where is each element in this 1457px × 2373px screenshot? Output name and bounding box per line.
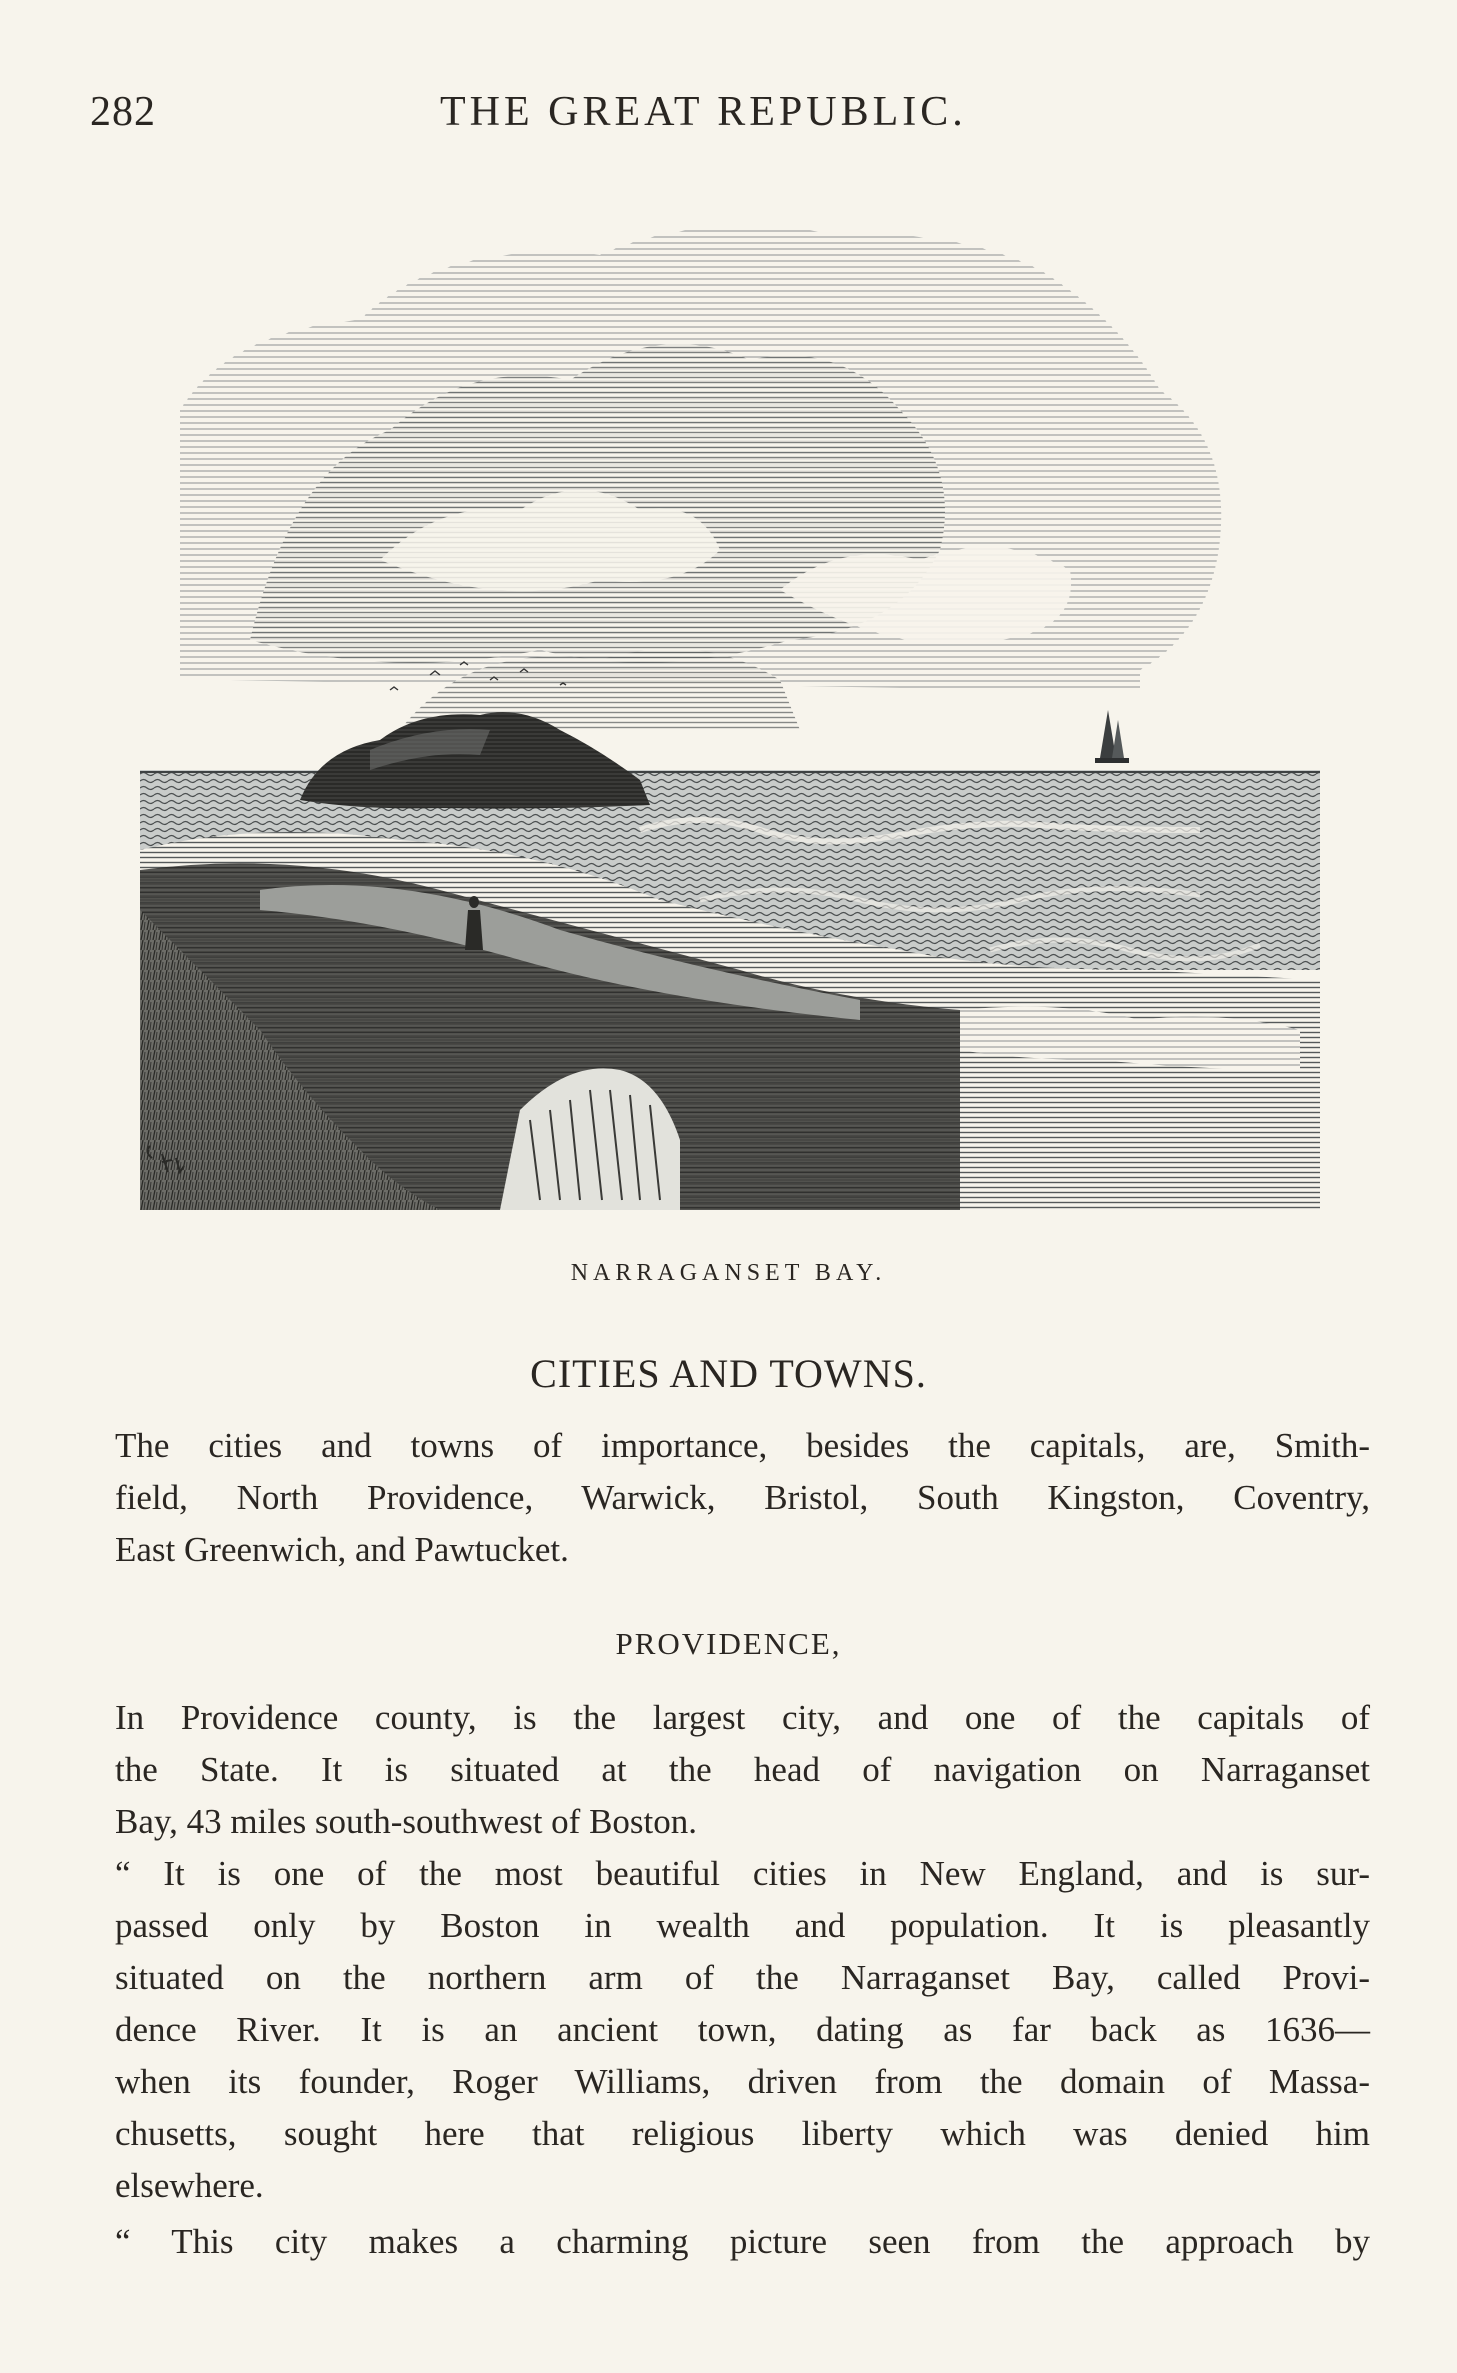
paragraph-line: The cities and towns of importance, besides the capitals, are, Smith- xyxy=(115,1426,1370,1465)
running-title: THE GREAT REPUBLIC. xyxy=(440,89,967,135)
paragraph-line: the State. It is situated at the head of navigation on Narraganset xyxy=(115,1750,1370,1789)
paragraph-line: field, North Providence, Warwick, Bristol, South Kingston, Coventry, xyxy=(115,1478,1370,1517)
paragraph-line: East Greenwich, and Pawtucket. xyxy=(115,1530,569,1569)
sailboat xyxy=(1095,710,1129,763)
illustration-caption: NARRAGANSET BAY. xyxy=(570,1260,887,1286)
paragraph-line: chusetts, sought here that religious liberty which was denied him xyxy=(115,2114,1370,2153)
narraganset-bay-engraving xyxy=(140,210,1320,1210)
providence-heading: PROVIDENCE, xyxy=(615,1626,842,1661)
running-head xyxy=(90,88,1370,148)
paragraph-line: when its founder, Roger Williams, driven from the domain of Massa- xyxy=(115,2062,1370,2101)
paragraph-line: Bay, 43 miles south-southwest of Boston. xyxy=(115,1802,698,1841)
paragraph-line: “ This city makes a charming picture seen from the approach by xyxy=(115,2222,1370,2261)
paragraph-line: “ It is one of the most beautiful cities in New England, and is sur- xyxy=(115,1854,1370,1893)
paragraph-line: elsewhere. xyxy=(115,2166,264,2205)
paragraph-line: In Providence county, is the largest city, and one of the capitals of xyxy=(115,1698,1370,1737)
page-number: 282 xyxy=(90,89,156,135)
paragraph-line: dence River. It is an ancient town, dating as far back as 1636— xyxy=(115,2010,1370,2049)
paragraph-line: situated on the northern arm of the Narraganset Bay, called Provi- xyxy=(115,1958,1370,1997)
sky-clouds xyxy=(180,226,1221,730)
paragraph-line: passed only by Boston in wealth and population. It is pleasantly xyxy=(115,1906,1370,1945)
section-heading: CITIES AND TOWNS. xyxy=(530,1351,927,1396)
